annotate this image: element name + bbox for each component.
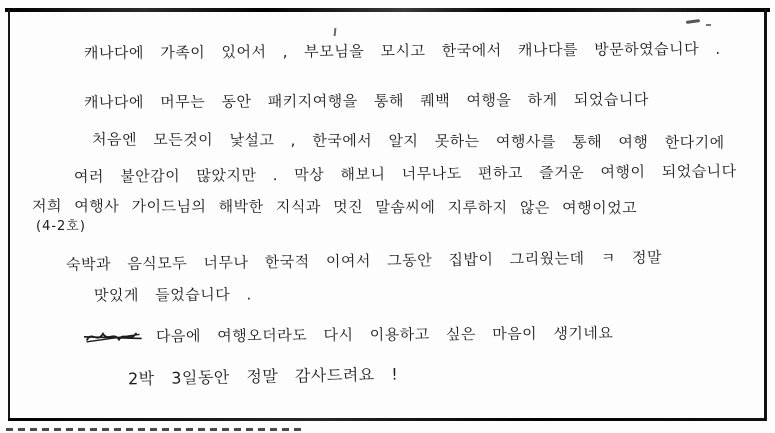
scan-border-left [8,9,10,421]
scan-border-right [764,9,767,421]
stray-pen-mark [334,28,337,36]
scan-border-top [5,8,770,12]
handwritten-line-1: 캐나다에 가족이 있어서 , 부모님을 모시고 한국에서 캐나다를 방문하였습니다 . [83,39,721,63]
handwritten-line-3: 처음엔 모든것이 낯설고 , 한국에서 알지 못하는 여행사를 통해 여행 한다기에 [91,130,725,152]
handwritten-line-8-text: 다음에 여행오더라도 다시 이용하고 싶은 마음이 생기네요 [155,324,614,346]
scan-artifact-smudge [686,19,700,24]
handwritten-line-8 [84,322,614,347]
handwritten-line-4: 여러 불안감이 많았지만 . 막상 해보니 너무나도 편하고 즐거운 여행이 되었습니다 [73,162,737,186]
handwritten-line-9: 2박 3일동안 정말 감사드려요 ! [127,364,399,389]
handwritten-line-7: 맛있게 들었습니다 . [93,285,252,305]
handwritten-line-6: 숙박과 음식모두 너무나 한국적 이여서 그동안 집밥이 그리웠는데 ㅋ 정말 [65,248,663,274]
scan-artifact-smudge [706,24,711,26]
crossed-out-word-icon [84,326,142,346]
scan-artifact-dashed-line [6,428,306,431]
handwritten-line-2: 캐나다에 머무는 동안 패키지여행을 통해 퀘백 여행을 하게 되었습니다 [83,90,649,112]
scan-border-bottom [8,418,767,421]
handwritten-line-5: 저희 여행사 가이드님의 해박한 지식과 멋진 말솜씨에 지루하지 않은 여행이었고 [31,196,638,218]
guide-annotation: (4-2호) [36,219,86,234]
